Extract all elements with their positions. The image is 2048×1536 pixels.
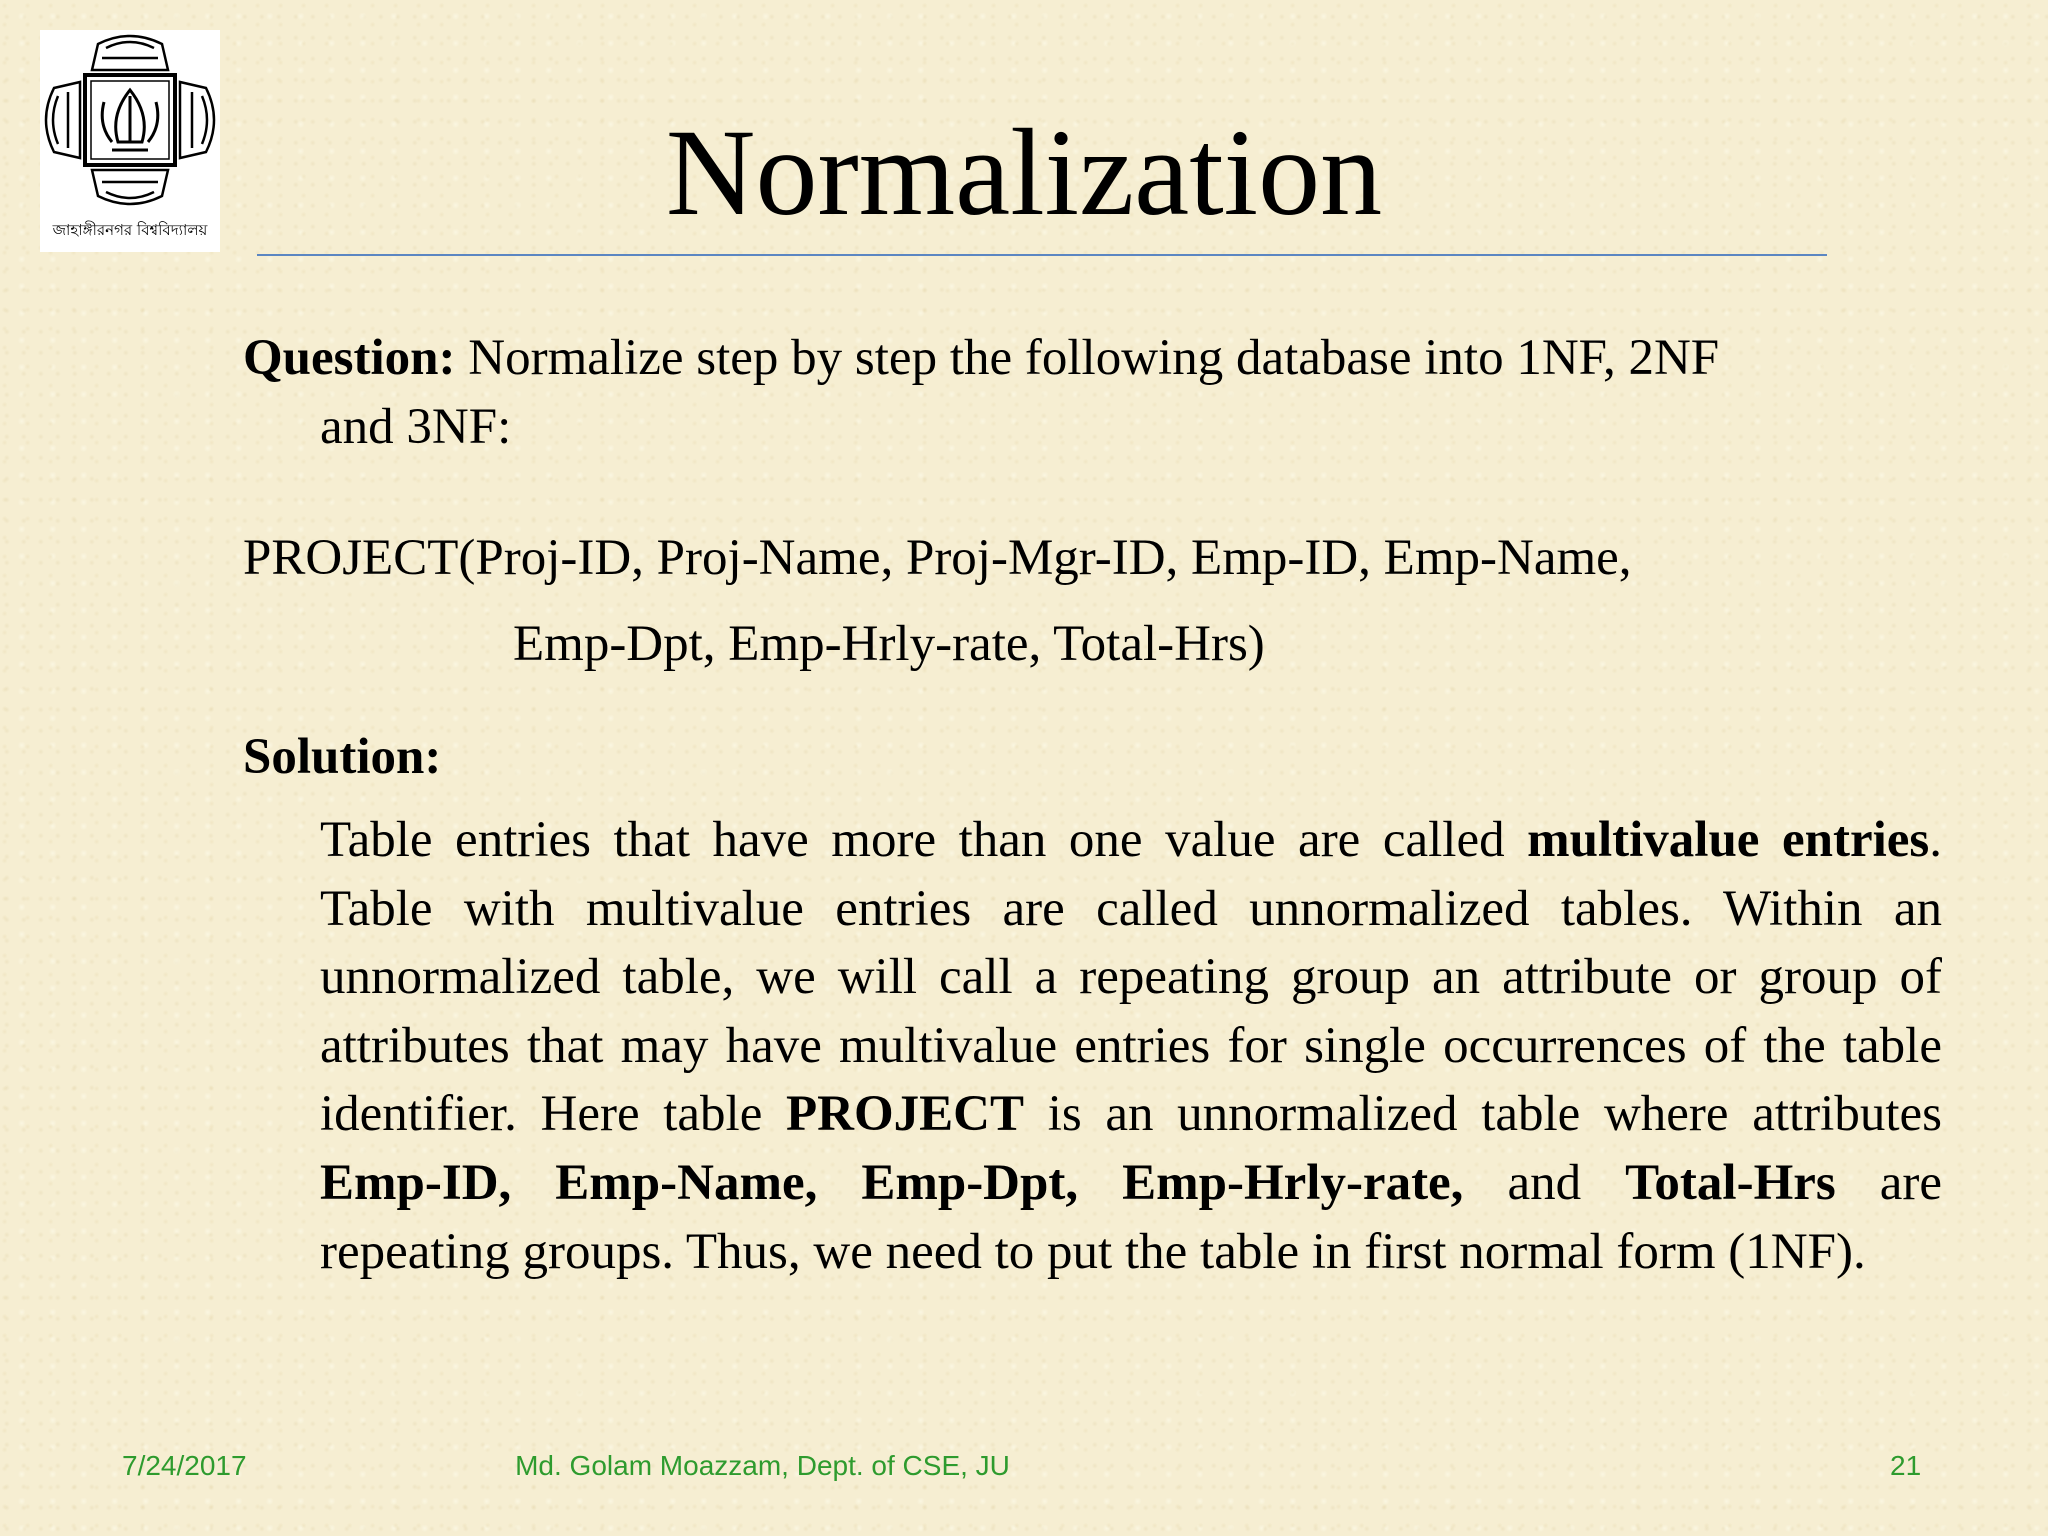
title-divider — [257, 254, 1827, 256]
question-text-line1: Normalize step by step the following database into 1NF, 2NF — [455, 330, 1720, 386]
question-label: Question: — [243, 330, 456, 386]
solution-bold-term: PROJECT — [786, 1086, 1025, 1143]
solution-bold-term: multivalue entries — [1527, 812, 1930, 868]
question-text-line2: and 3NF: — [320, 399, 512, 455]
footer-page-number: 21 — [1890, 1450, 1922, 1481]
footer-date: 7/24/2017 — [122, 1450, 247, 1481]
footer-author: Md. Golam Moazzam, Dept. of CSE, JU — [515, 1450, 1010, 1481]
solution-text: Table entries that have more than one value are called — [320, 812, 1528, 868]
solution-text: are repeating groups. Thus, we need to put the table in first normal form (1NF). — [320, 1154, 1942, 1280]
logo-text: জাহাঙ্গীরনগর বিশ্ববিদ্যালয় — [52, 221, 208, 239]
relation-line1: PROJECT(Proj-ID, Proj-Name, Proj-Mgr-ID, Emp-ID, Emp-Name, — [243, 530, 1632, 586]
solution-text: is an unnormalized table where attributes — [1024, 1086, 1942, 1143]
solution-bold-term: Total-Hrs — [1625, 1154, 1836, 1211]
solution-text: and — [1463, 1154, 1626, 1211]
solution-text: . Table with multivalue entries are called unnormalized tables. Within an unnormalized table, we will call a repeating group an attribute or group of attributes that may have multivalue entries for single occurrences of the table identifier. Here table — [320, 812, 1942, 1143]
slide-title: Normalization — [665, 104, 1383, 241]
question-block — [243, 324, 1943, 462]
solution-bold-term: Emp-ID, Emp-Name, Emp-Dpt, Emp-Hrly-rate, — [320, 1154, 1464, 1211]
relation-schema — [243, 515, 1943, 687]
solution-paragraph — [320, 806, 1942, 1286]
solution-label: Solution: — [243, 729, 442, 785]
relation-line2: Emp-Dpt, Emp-Hrly-rate, Total-Hrs) — [513, 616, 1265, 672]
